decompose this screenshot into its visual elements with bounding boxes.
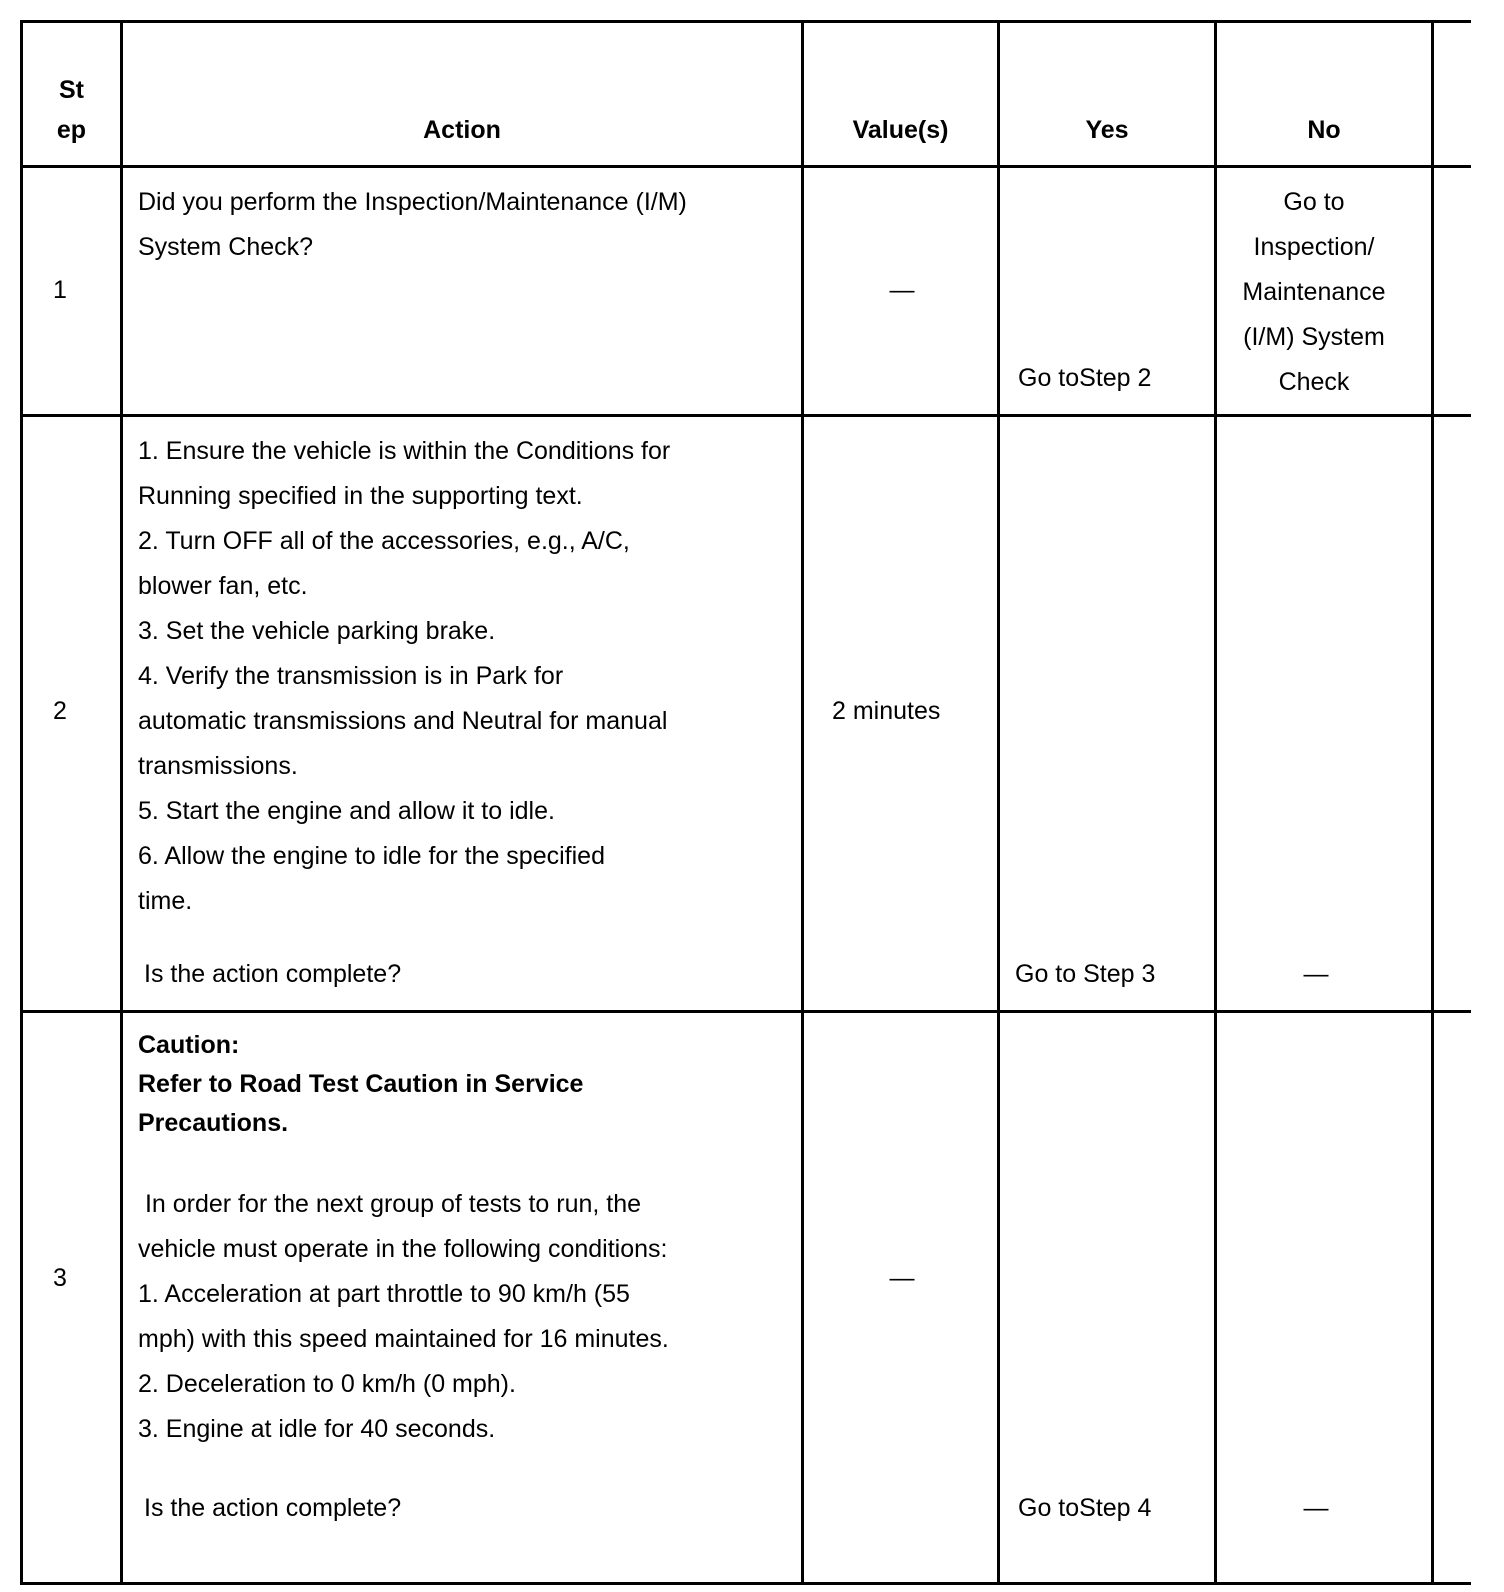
row-1-step: 1 [53,276,67,304]
row-3-action-line-1: In order for the next group of tests to run, the [138,1190,642,1218]
row-2-action [138,429,670,924]
row-3-action-line-3: 1. Acceleration at part throttle to 90 km/h (55 [138,1280,630,1308]
row-3-action-line-2: vehicle must operate in the following conditions: [138,1235,668,1263]
row-2-question: Is the action complete? [144,960,402,988]
row-3-yes: Go toStep 4 [1018,1494,1152,1522]
row-1-value: — [889,276,915,304]
row-2-action-line-10: 6. Allow the engine to idle for the specified [138,842,605,870]
table-right-border [1431,20,1434,1585]
row-3-caution-line-1: Caution: [138,1031,240,1059]
row-2-action-line-7: automatic transmissions and Neutral for manual [138,707,668,735]
row-1-no-line-1: Go to [1283,188,1345,216]
row-3-action [138,1182,669,1452]
row-2-step: 2 [53,697,67,725]
row-3-action-line-6: 3. Engine at idle for 40 seconds. [138,1415,496,1443]
row-1-action [138,180,687,270]
header-bottom-border [20,165,1471,168]
row-2-action-line-8: transmissions. [138,752,298,780]
row-1-yes: Go toStep 2 [1018,364,1152,392]
header-step [23,70,120,150]
row-2-action-line-2: Running specified in the supporting text. [138,482,583,510]
row-3-no: — [1303,1494,1329,1522]
action-column-divider [801,20,804,1585]
header-step-line-1: St [59,76,84,104]
row-2-action-line-5: 3. Set the vehicle parking brake. [138,617,496,645]
values-column-divider [997,20,1000,1585]
header-values: Value(s) [852,116,949,144]
header-action: Action [423,116,501,144]
row-3-caution [138,1026,583,1143]
row-3-question: Is the action complete? [144,1494,402,1522]
row-2-action-line-6: 4. Verify the transmission is in Park for [138,662,564,690]
header-no: No [1307,116,1341,144]
step-column-divider [120,20,123,1585]
row-2-no: — [1303,960,1329,988]
row-2-value: 2 minutes [832,697,941,725]
diagnostic-table [20,20,1471,1585]
row-1-no-line-3: Maintenance [1242,278,1386,306]
row-1-action-line-2: System Check? [138,233,314,261]
row-2-action-line-4: blower fan, etc. [138,572,308,600]
row-2-action-line-3: 2. Turn OFF all of the accessories, e.g., A/C, [138,527,630,555]
row-3-value: — [889,1264,915,1292]
row-2-action-line-1: 1. Ensure the vehicle is within the Conditions for [138,437,671,465]
row-1-no-line-5: Check [1278,368,1350,396]
row-3-caution-line-3: Precautions. [138,1109,289,1137]
row-1-action-line-1: Did you perform the Inspection/Maintenance (I/M) [138,188,687,216]
row-2-action-line-9: 5. Start the engine and allow it to idle. [138,797,555,825]
row-1-no-line-2: Inspection/ [1253,233,1375,261]
row-2-yes: Go to Step 3 [1015,960,1156,988]
table-left-border [20,20,23,1585]
table-bottom-border [20,1582,1471,1585]
header-yes: Yes [1085,116,1129,144]
row-1-bottom-border [20,414,1471,417]
row-1-no-line-4: (I/M) System [1243,323,1385,351]
row-2-bottom-border [20,1010,1471,1013]
row-3-action-line-4: mph) with this speed maintained for 16 minutes. [138,1325,669,1353]
row-3-step: 3 [53,1264,67,1292]
row-3-caution-line-2: Refer to Road Test Caution in Service [138,1070,584,1098]
row-2-action-line-11: time. [138,887,193,915]
row-1-no [1214,180,1414,405]
table-top-border [20,20,1471,23]
row-3-action-line-5: 2. Deceleration to 0 km/h (0 mph). [138,1370,516,1398]
header-step-line-2: ep [56,116,87,144]
